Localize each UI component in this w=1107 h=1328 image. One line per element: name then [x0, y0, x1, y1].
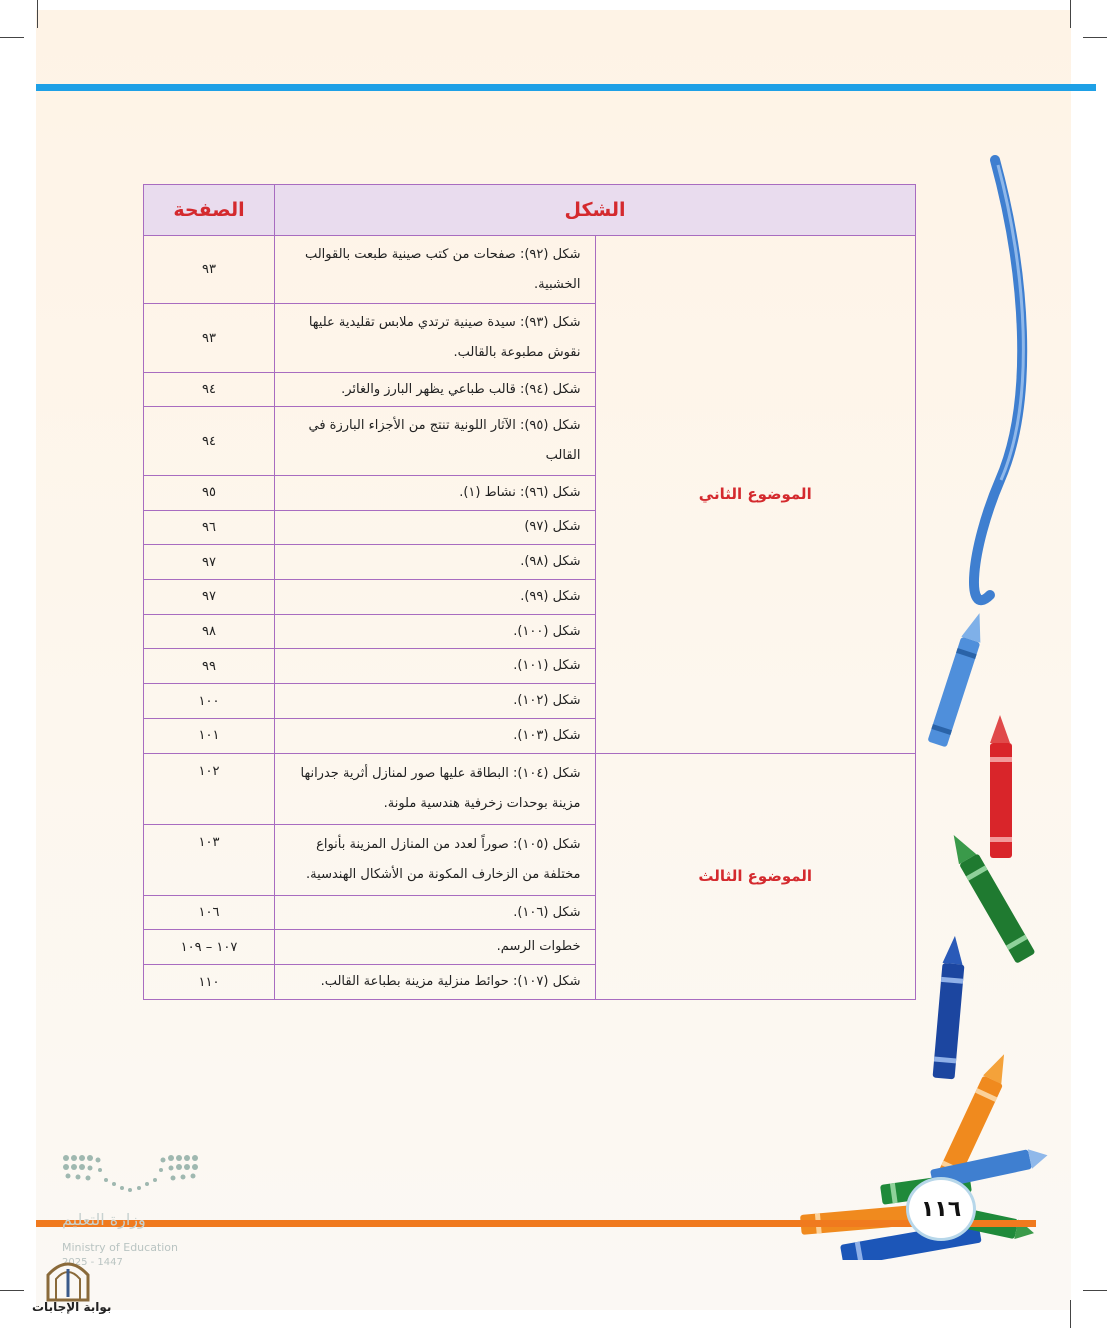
- topic-second: الموضوع الثاني: [595, 236, 916, 754]
- column-header-figure: الشكل: [275, 185, 916, 236]
- page-cell: ١٠٦: [144, 895, 275, 930]
- crop-mark: [1070, 0, 1071, 28]
- ministry-name-arabic: وزارة التعليم: [62, 1210, 146, 1229]
- ministry-name-english: Ministry of Education: [62, 1241, 179, 1254]
- figure-cell: شكل (١٠١).: [275, 649, 596, 684]
- crop-mark: [37, 0, 38, 28]
- page-cell: ٩٩: [144, 649, 275, 684]
- figure-cell: شكل (٩٢): صفحات من كتب صينية طبعت بالقوالب الخشبية.: [275, 236, 596, 304]
- crayon-dark-blue: [933, 935, 967, 1079]
- figure-cell: شكل (١٠٠).: [275, 614, 596, 649]
- crop-mark: [1083, 1290, 1107, 1291]
- page-cell: ٩٤: [144, 407, 275, 475]
- figure-cell: شكل (١٠٣).: [275, 718, 596, 753]
- column-header-page: الصفحة: [144, 185, 275, 236]
- page-cell: ٩٧: [144, 580, 275, 615]
- page-cell: ٩٤: [144, 372, 275, 407]
- crayon-red: [990, 715, 1012, 858]
- figure-cell: شكل (١٠٢).: [275, 684, 596, 719]
- page-cell: ١٠٧ – ١٠٩: [144, 930, 275, 965]
- crop-mark: [0, 37, 24, 38]
- crop-mark: [1083, 37, 1107, 38]
- figure-cell: شكل (٩٤): قالب طباعي يظهر البارز والغائر.: [275, 372, 596, 407]
- crop-mark: [1070, 1300, 1071, 1328]
- ministry-logo-icon: [58, 1150, 203, 1200]
- figure-cell: شكل (١٠٧): حوائط منزلية مزينة بطباعة القالب.: [275, 965, 596, 1000]
- page-cell: ١٠٣: [144, 824, 275, 895]
- page-cell: ٩٣: [144, 236, 275, 304]
- page-cell: ٩٣: [144, 304, 275, 372]
- page-number: ١١٦: [906, 1177, 976, 1241]
- page-cell: ١٠١: [144, 718, 275, 753]
- figure-cell: شكل (١٠٦).: [275, 895, 596, 930]
- page-cell: ٩٦: [144, 510, 275, 545]
- ministry-year: 2025 - 1447: [62, 1257, 123, 1268]
- site-logo-icon: [38, 1255, 98, 1305]
- figure-cell: شكل (٩٥): الآثار اللونية تنتج من الأجزاء البارزة في القالب: [275, 407, 596, 475]
- blue-stroke: [974, 160, 1022, 600]
- page-cell: ٩٥: [144, 475, 275, 510]
- figure-cell: شكل (٩٩).: [275, 580, 596, 615]
- figure-cell: خطوات الرسم.: [275, 930, 596, 965]
- figure-cell: شكل (٩٦): نشاط (١).: [275, 475, 596, 510]
- figure-cell: شكل (١٠٥): صوراً لعدد من المنازل المزينة بأنواع مختلفة من الزخارف المكونة من الأشكال الهندسية.: [275, 824, 596, 895]
- figure-cell: شكل (٩٣): سيدة صينية ترتدي ملابس تقليدية عليها نقوش مطبوعة بالقالب.: [275, 304, 596, 372]
- crayon-light-blue: [927, 610, 989, 747]
- figure-cell: شكل (١٠٤): البطاقة عليها صور لمنازل أثرية جدرانها مزينة بوحدات زخرفية هندسية ملونة.: [275, 753, 596, 824]
- site-name: بوابة الإجابات: [32, 1300, 112, 1314]
- page-cell: ١٠٠: [144, 684, 275, 719]
- topic-third: الموضوع الثالث: [595, 753, 916, 999]
- page-cell: ١١٠: [144, 965, 275, 1000]
- footer-rule: [36, 1220, 1036, 1227]
- page-cell: ٩٧: [144, 545, 275, 580]
- page-cell: ١٠٢: [144, 753, 275, 824]
- header-rule: [36, 84, 1096, 91]
- crop-mark: [0, 1290, 24, 1291]
- figure-cell: شكل (٩٧): [275, 510, 596, 545]
- crayons-illustration: [780, 150, 1050, 1260]
- page-cell: ٩٨: [144, 614, 275, 649]
- figure-cell: شكل (٩٨).: [275, 545, 596, 580]
